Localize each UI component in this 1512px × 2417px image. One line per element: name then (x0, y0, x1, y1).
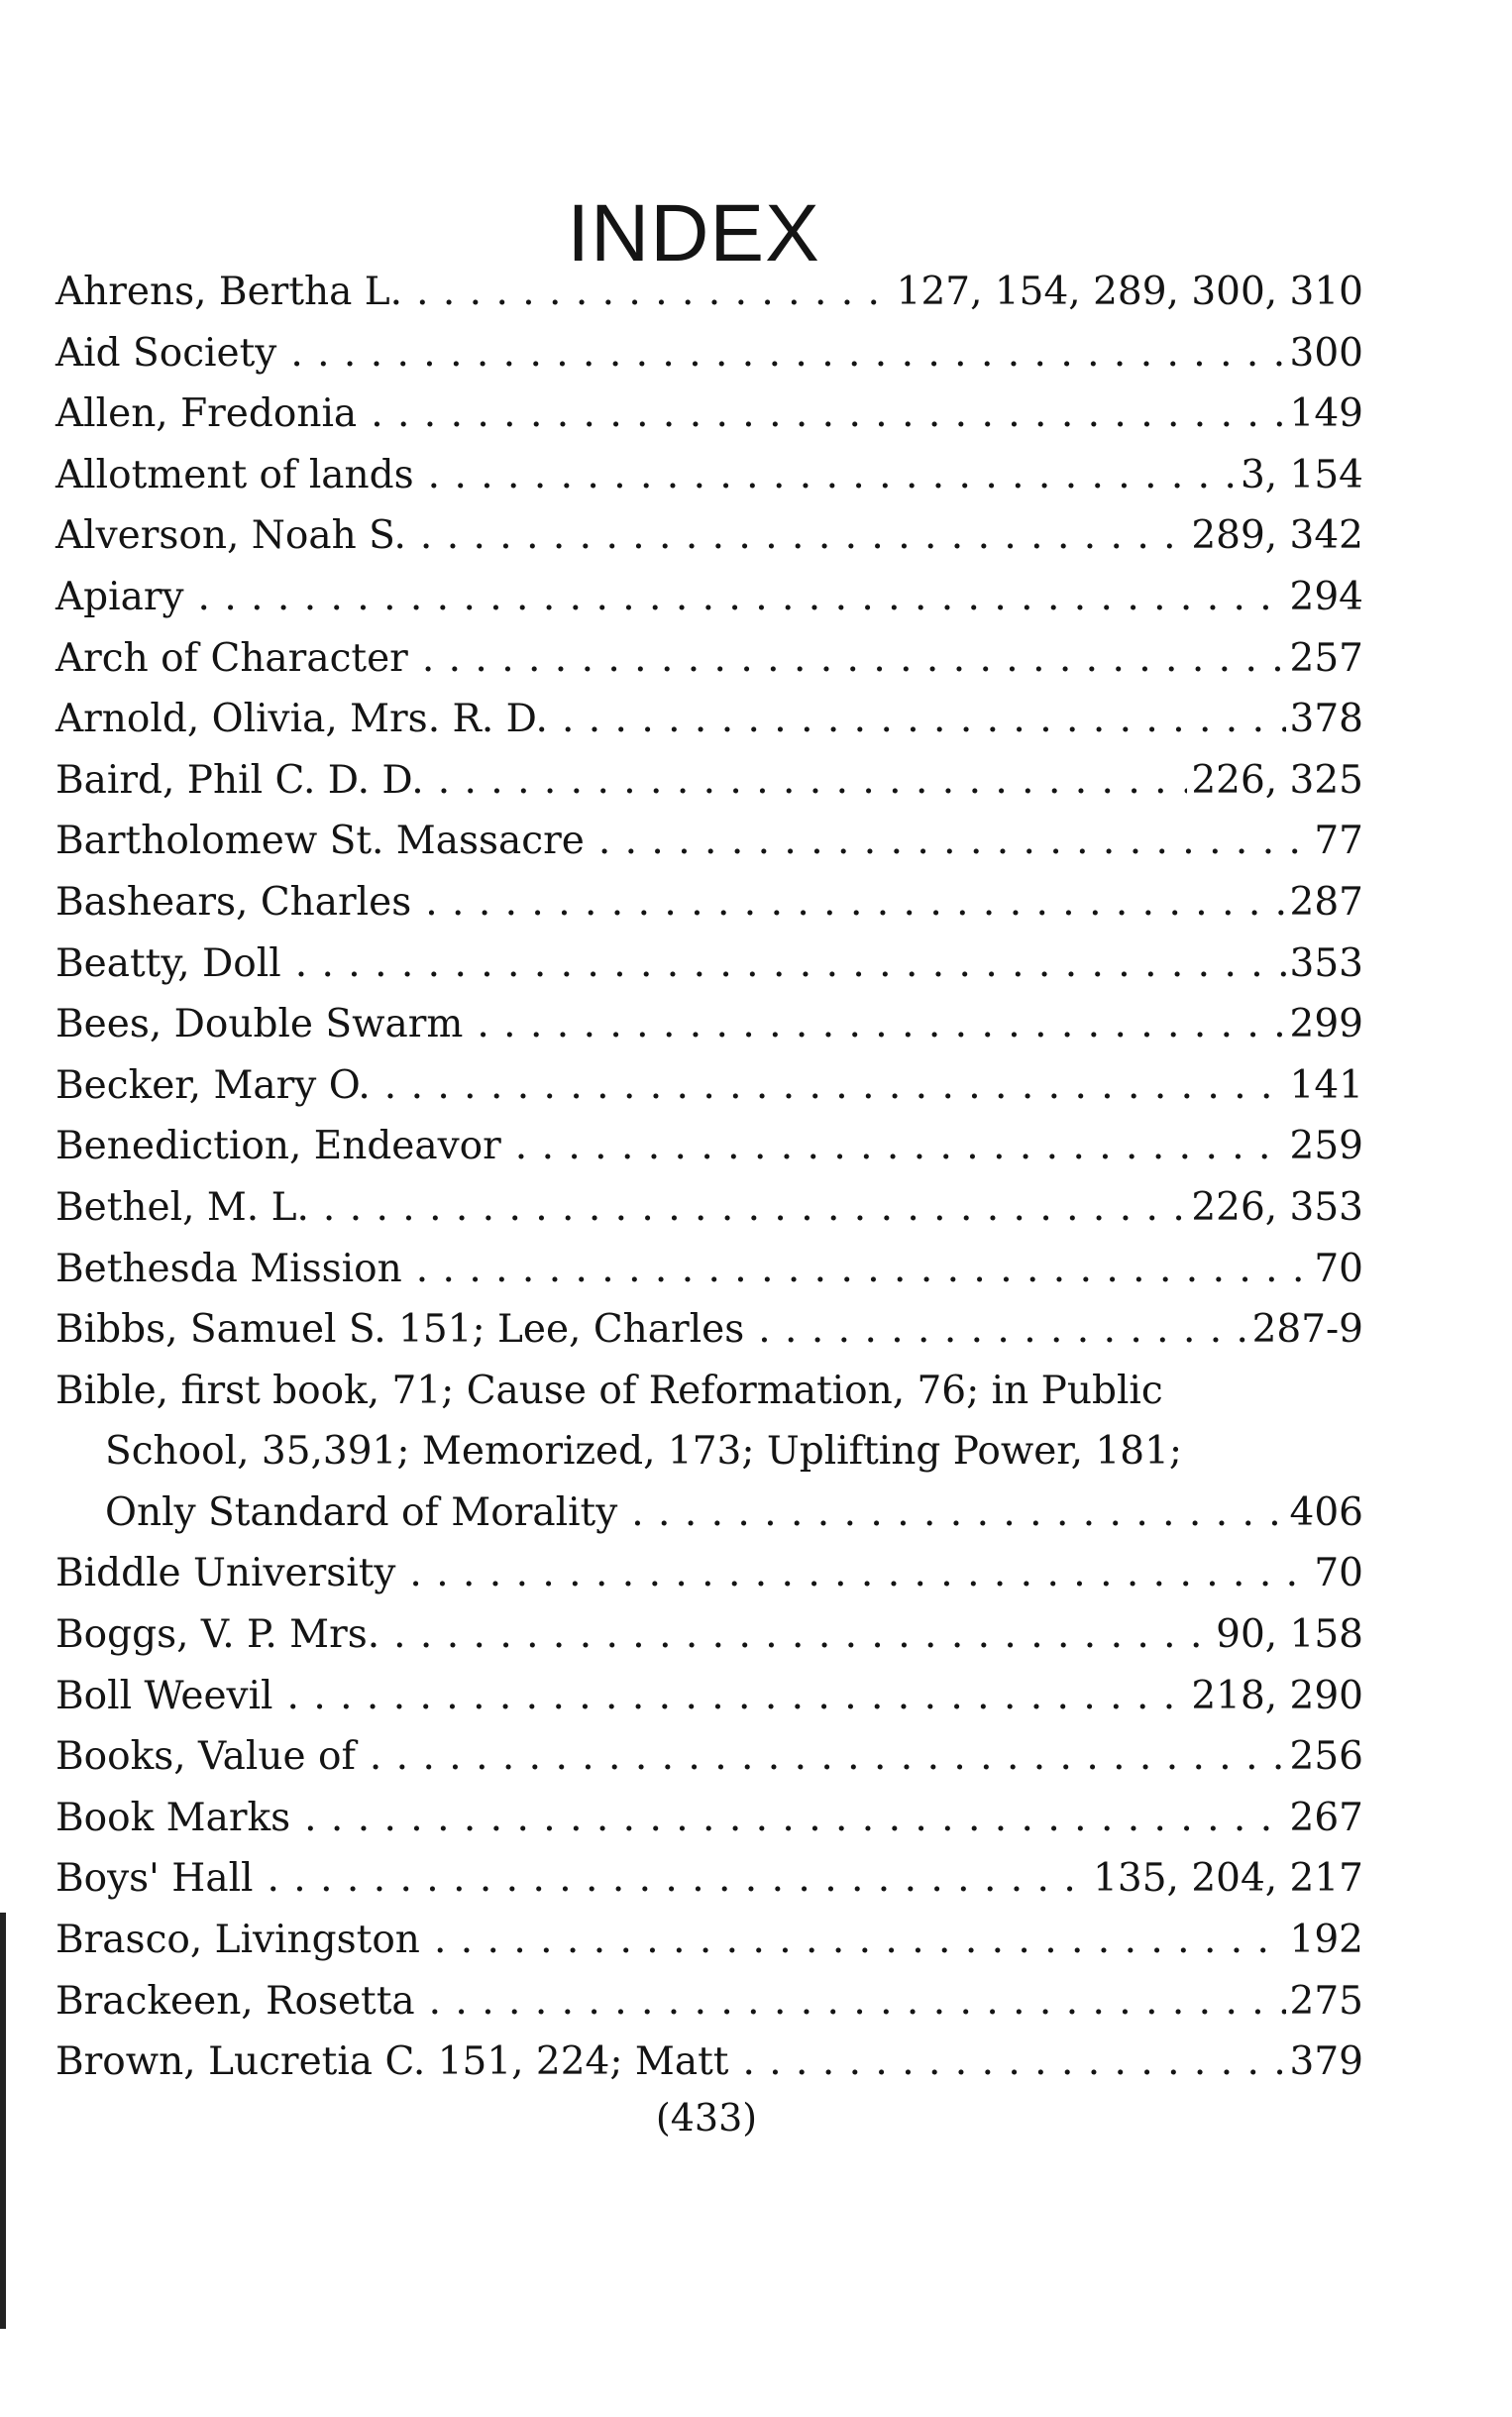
index-entry (55, 567, 1363, 628)
index-entry (55, 689, 1363, 750)
entry-term: Bartholomew St. Massacre (55, 819, 585, 864)
entry-pages: 149 (1289, 391, 1363, 437)
index-entry (55, 1788, 1363, 1849)
bible-entry-line-3 (55, 1483, 1363, 1544)
index-entry (55, 1543, 1363, 1604)
index-entry (55, 2032, 1363, 2093)
entry-term: Boll Weevil (55, 1673, 273, 1718)
dot-leader (742, 2032, 1285, 2093)
index-entry (55, 1604, 1363, 1666)
entry-term: Allotment of lands (55, 452, 414, 497)
entry-pages: 378 (1289, 697, 1363, 742)
page-number: (433) (655, 2096, 758, 2140)
dot-leader (420, 505, 1187, 567)
entry-pages: 379 (1289, 2039, 1363, 2085)
entry-pages: 299 (1289, 1002, 1363, 1047)
scan-edge-mark (0, 1913, 6, 2329)
dot-leader (287, 1666, 1188, 1727)
index-list (55, 262, 1363, 2093)
dot-leader (416, 1239, 1311, 1300)
dot-leader (416, 262, 893, 323)
dot-leader (438, 750, 1188, 812)
dot-leader (393, 1604, 1212, 1666)
dot-leader (198, 567, 1286, 628)
index-entry (55, 505, 1363, 567)
index-entry (55, 1848, 1363, 1910)
entry-term: Becker, Mary O. (55, 1062, 371, 1108)
index-entry (55, 1910, 1363, 1971)
dot-leader (515, 1116, 1286, 1177)
entry-pages: 135, 204, 217 (1093, 1856, 1363, 1902)
entry-term: Books, Value of (55, 1734, 356, 1780)
dot-leader (425, 872, 1285, 934)
entry-pages: 218, 290 (1191, 1673, 1363, 1718)
entry-term: Beatty, Doll (55, 940, 281, 986)
entry-term: Ahrens, Bertha L. (55, 270, 403, 314)
bible-entry-line-2: School, 35,391; Memorized, 173; Uplifting Power, 181; (105, 1429, 1183, 1475)
entry-term: Boggs, V. P. Mrs. (55, 1612, 380, 1658)
entry-pages: 257 (1289, 635, 1363, 681)
entry-pages: 192 (1289, 1918, 1363, 1963)
entry-pages: 70 (1314, 1551, 1363, 1596)
entry-term: Alverson, Noah S. (55, 513, 406, 559)
entry-pages: 226, 325 (1191, 757, 1363, 803)
entry-term: Brown, Lucretia C. 151, 224; Matt (55, 2039, 729, 2085)
entry-pages: 275 (1289, 1978, 1363, 2024)
dot-leader (428, 445, 1237, 506)
index-entry (55, 1177, 1363, 1239)
entry-pages: 287-9 (1251, 1307, 1363, 1353)
dot-leader (422, 628, 1286, 690)
dot-leader (477, 994, 1285, 1055)
dot-leader (631, 1483, 1285, 1544)
index-entry (55, 628, 1363, 690)
entry-term: Biddle University (55, 1551, 396, 1596)
entry-pages: 300 (1289, 330, 1363, 376)
entry-pages: 406 (1289, 1489, 1363, 1535)
index-entry (55, 1116, 1363, 1177)
index-entry (55, 934, 1363, 995)
dot-leader (758, 1299, 1247, 1361)
dot-leader (371, 384, 1285, 445)
entry-term: Aid Society (55, 330, 277, 376)
entry-term: Arnold, Olivia, Mrs. R. D. (55, 697, 548, 742)
entry-term: Bethesda Mission (55, 1246, 402, 1291)
index-entry (55, 811, 1363, 872)
dot-leader (409, 1543, 1310, 1604)
bible-entry-line-1: Bible, first book, 71; Cause of Reformation, 76; in Public (55, 1368, 1163, 1413)
entry-pages: 353 (1289, 940, 1363, 986)
index-entry (55, 994, 1363, 1055)
entry-term: Benediction, Endeavor (55, 1124, 501, 1169)
index-entry (55, 1971, 1363, 2032)
dot-leader (429, 1971, 1286, 2032)
index-entry (55, 1666, 1363, 1727)
entry-pages: 141 (1289, 1062, 1363, 1108)
entry-pages: 289, 342 (1191, 513, 1363, 559)
entry-term: Baird, Phil C. D. D. (55, 757, 424, 803)
index-entry (55, 262, 1363, 323)
index-entry (55, 1239, 1363, 1300)
dot-leader (295, 934, 1286, 995)
entry-term: Arch of Character (55, 635, 408, 681)
index-entry-bible (55, 1361, 1363, 1544)
dot-leader (562, 689, 1286, 750)
index-entries-b (55, 1543, 1363, 2092)
entry-term: Bibbs, Samuel S. 151; Lee, Charles (55, 1307, 745, 1353)
entry-term: Only Standard of Morality (105, 1489, 618, 1535)
entry-term: Brasco, Livingston (55, 1918, 420, 1963)
index-entry (55, 750, 1363, 812)
index-entry (55, 384, 1363, 445)
dot-leader (268, 1848, 1090, 1910)
dot-leader (304, 1788, 1285, 1849)
index-entry (55, 1299, 1363, 1361)
dot-leader (323, 1177, 1187, 1239)
entry-term: Allen, Fredonia (55, 391, 358, 437)
entry-pages: 70 (1314, 1246, 1363, 1291)
entry-pages: 287 (1289, 879, 1363, 925)
entry-pages: 259 (1289, 1124, 1363, 1169)
entry-term: Book Marks (55, 1795, 291, 1840)
entry-pages: 294 (1289, 574, 1363, 619)
entry-term: Boys' Hall (55, 1856, 254, 1902)
dot-leader (598, 811, 1311, 872)
index-entry (55, 445, 1363, 506)
index-entry (55, 872, 1363, 934)
index-entry (55, 1726, 1363, 1788)
entry-pages: 77 (1314, 819, 1363, 864)
dot-leader (370, 1726, 1286, 1788)
entry-term: Apiary (55, 574, 184, 619)
index-entry (55, 323, 1363, 385)
entry-pages: 226, 353 (1191, 1184, 1363, 1230)
entry-pages: 256 (1289, 1734, 1363, 1780)
entry-pages: 127, 154, 289, 300, 310 (896, 270, 1363, 314)
entry-pages: 267 (1289, 1795, 1363, 1840)
entry-term: Brackeen, Rosetta (55, 1978, 415, 2024)
dot-leader (434, 1910, 1286, 1971)
entry-term: Bees, Double Swarm (55, 1002, 464, 1047)
entry-term: Bethel, M. L. (55, 1184, 309, 1230)
entry-pages: 3, 154 (1240, 452, 1363, 497)
index-entry (55, 1055, 1363, 1117)
dot-leader (384, 1055, 1286, 1117)
index-entries-a (55, 262, 1363, 1361)
entry-pages: 90, 158 (1216, 1612, 1363, 1658)
entry-term: Bashears, Charles (55, 879, 412, 925)
dot-leader (290, 323, 1285, 385)
page-title: INDEX (567, 187, 820, 278)
